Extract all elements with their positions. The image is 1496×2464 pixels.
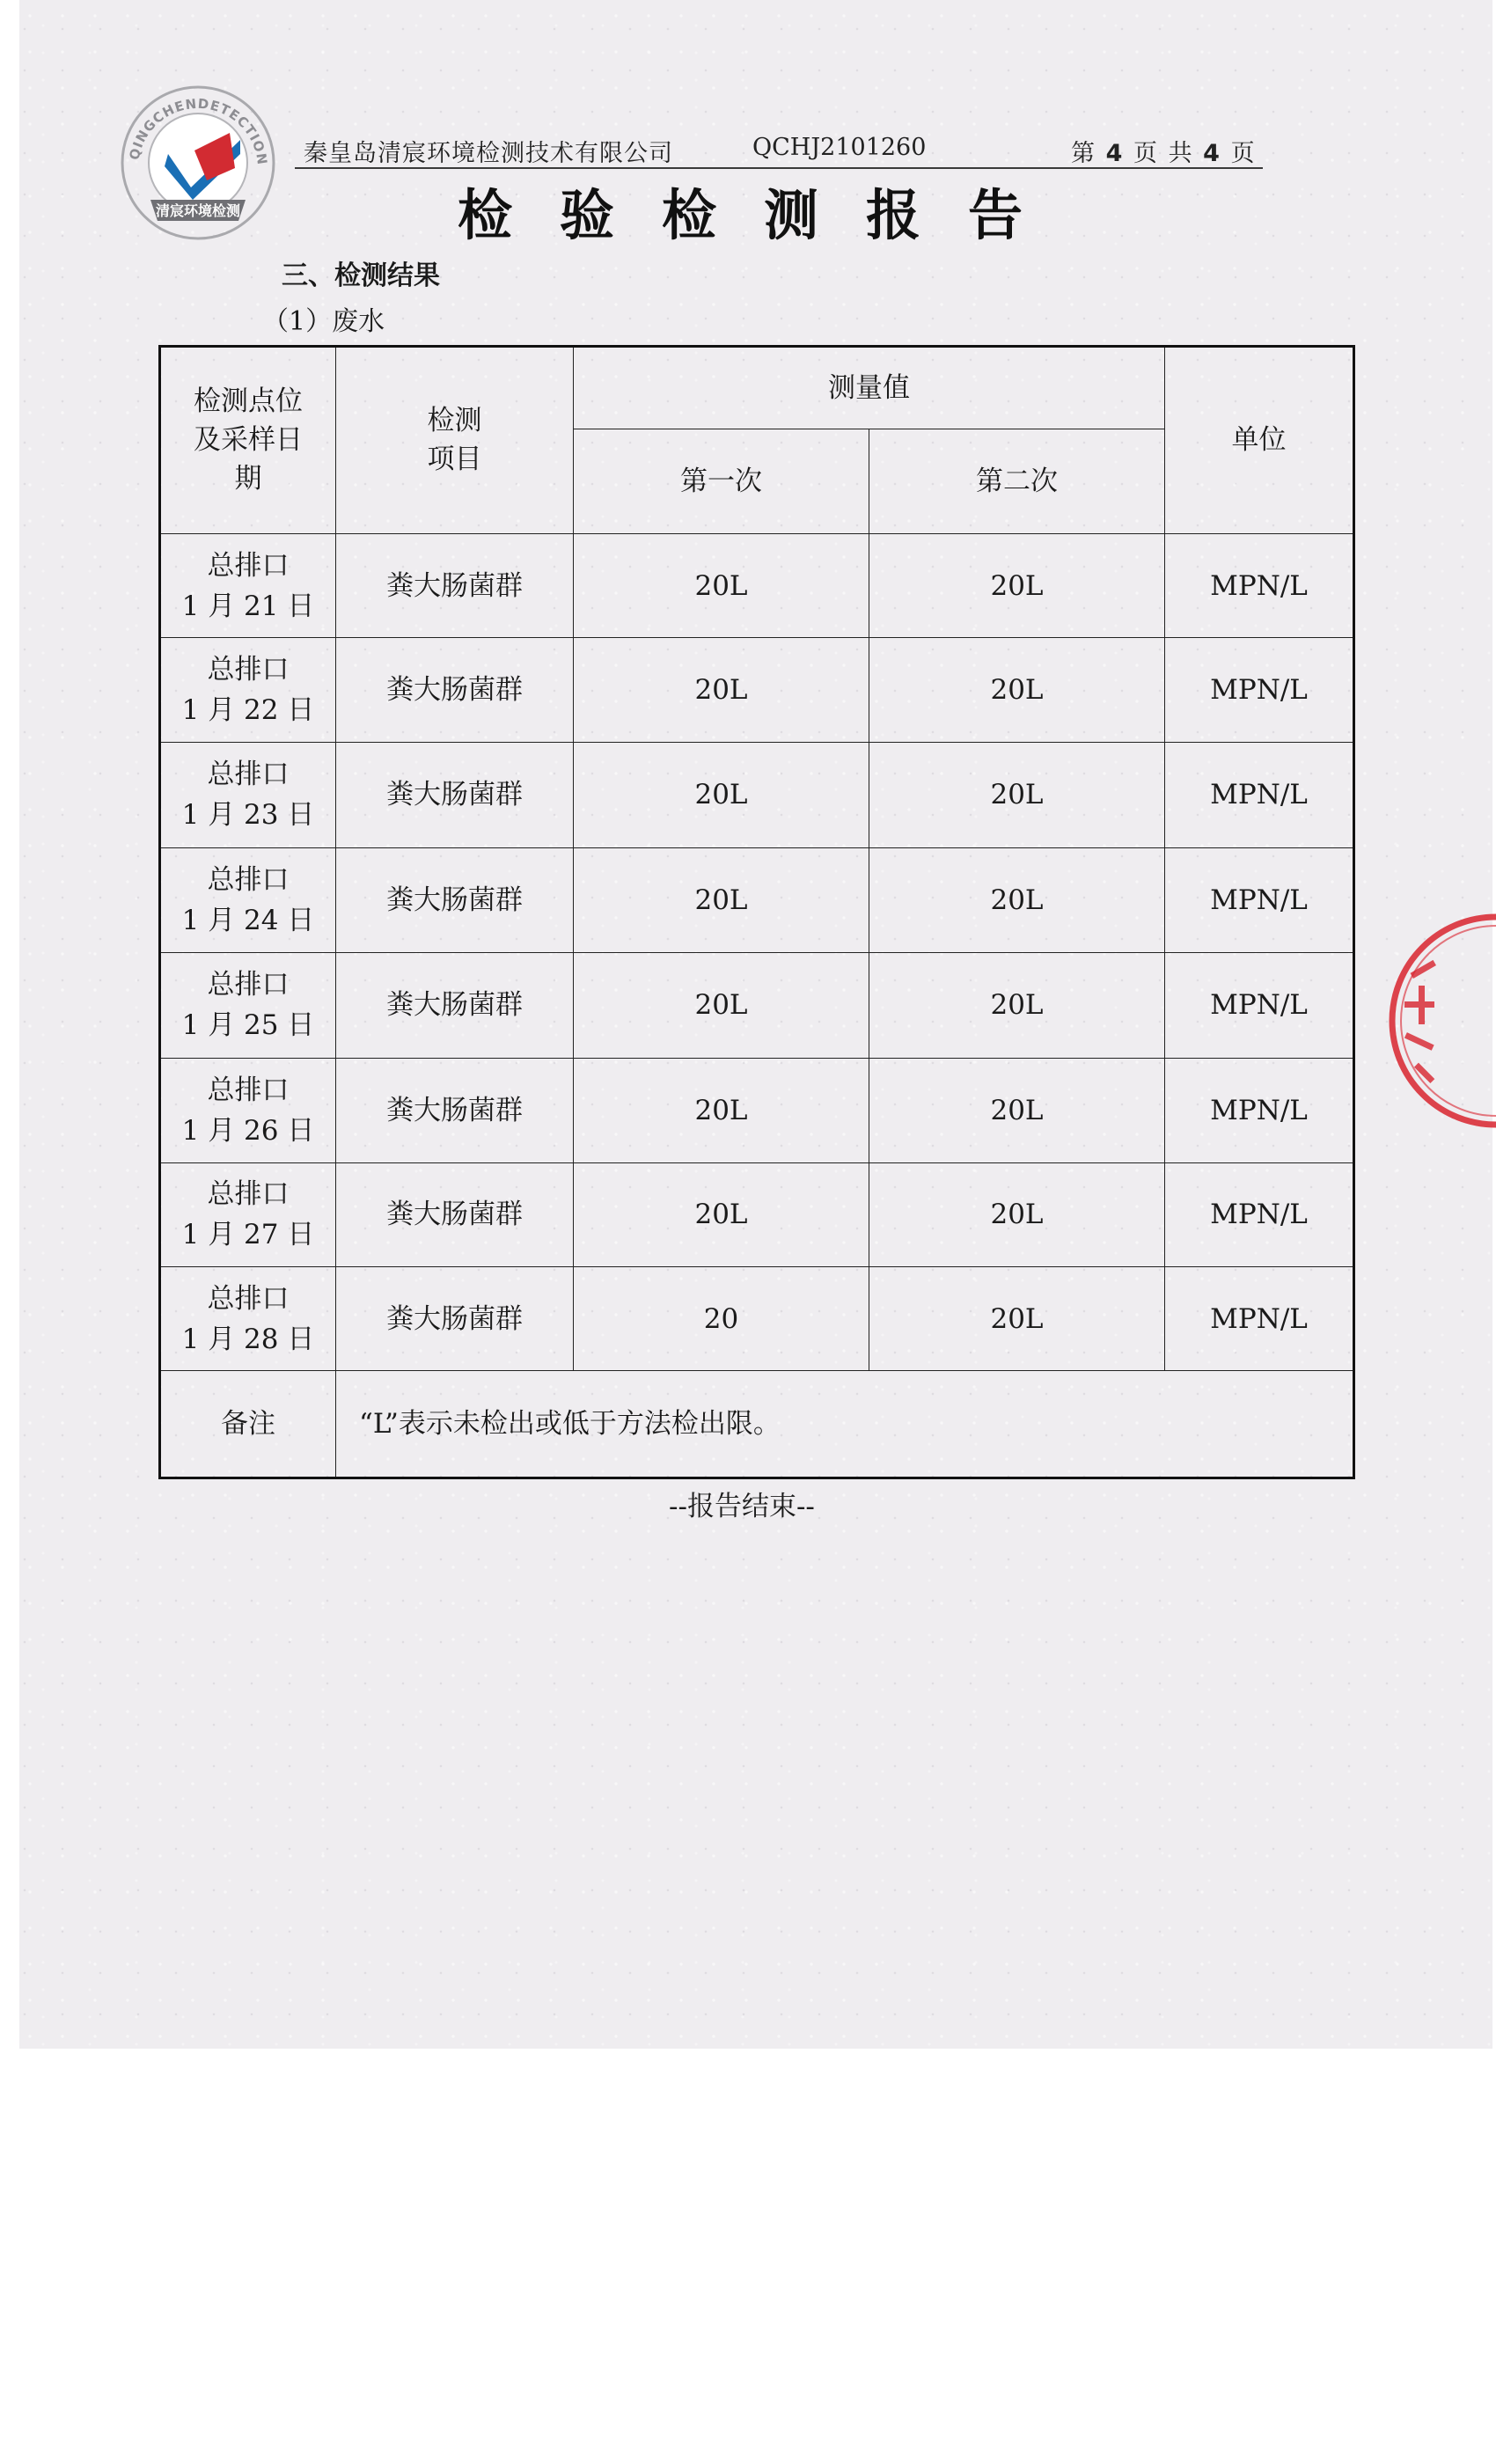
cell-unit: MPN/L: [1165, 742, 1354, 847]
table-row: [160, 952, 1354, 1058]
cell-first: 20L: [574, 638, 869, 742]
page-total: 4: [1203, 140, 1221, 167]
remark-label: 备注: [160, 1371, 336, 1478]
results-table: [158, 345, 1355, 1479]
company-logo-icon: [119, 84, 277, 242]
table-row: [160, 638, 1354, 742]
cell-point-date: 总排口 1 月 22 日: [160, 638, 336, 742]
cell-item: 粪大肠菌群: [336, 1059, 574, 1162]
subsection-title: （1）废水: [262, 306, 385, 337]
company-name: 秦皇岛清宸环境检测技术有限公司: [304, 140, 673, 167]
cell-second: 20L: [869, 742, 1165, 847]
seal-stamp-icon: [1373, 898, 1496, 1144]
table-row: [160, 1162, 1354, 1266]
header-item: 检测项目: [336, 347, 574, 534]
header-measure: 测量值: [574, 347, 1165, 429]
header-unit: 单位: [1165, 347, 1354, 534]
table-row: [160, 848, 1354, 952]
cell-second: 20L: [869, 1266, 1165, 1370]
cell-unit: MPN/L: [1165, 1266, 1354, 1370]
cell-unit: MPN/L: [1165, 638, 1354, 742]
cell-first: 20L: [574, 952, 869, 1058]
section-title: 三、检测结果: [282, 260, 440, 291]
cell-second: 20L: [869, 952, 1165, 1058]
table-row: [160, 533, 1354, 637]
cell-second: 20L: [869, 1162, 1165, 1266]
cell-unit: MPN/L: [1165, 1162, 1354, 1266]
cell-first: 20L: [574, 533, 869, 637]
remark-text: “L”表示未检出或低于方法检出限。: [336, 1371, 1354, 1478]
cell-unit: MPN/L: [1165, 848, 1354, 952]
cell-item: 粪大肠菌群: [336, 742, 574, 847]
cell-second: 20L: [869, 848, 1165, 952]
report-number: QCHJ2101260: [752, 134, 927, 161]
page-label-suffix: 页: [1230, 140, 1257, 167]
header-point-date: 检测点位及采样日期: [160, 347, 336, 534]
cell-first: 20L: [574, 1059, 869, 1162]
cell-point-date: 总排口 1 月 24 日: [160, 848, 336, 952]
table-row: [160, 742, 1354, 847]
cell-first: 20L: [574, 848, 869, 952]
cell-item: 粪大肠菌群: [336, 1162, 574, 1266]
table-row: [160, 1059, 1354, 1162]
cell-second: 20L: [869, 1059, 1165, 1162]
cell-item: 粪大肠菌群: [336, 638, 574, 742]
cell-second: 20L: [869, 638, 1165, 742]
cell-first: 20L: [574, 1162, 869, 1266]
page-label-middle: 页 共: [1133, 140, 1194, 167]
report-title: 检验检测报告: [458, 183, 1071, 247]
svg-text:QINGCHENDETECTION: QINGCHENDETECTION: [126, 95, 271, 166]
cell-item: 粪大肠菌群: [336, 1266, 574, 1370]
svg-text:清宸环境检测: 清宸环境检测: [155, 202, 241, 219]
cell-unit: MPN/L: [1165, 1059, 1354, 1162]
cell-item: 粪大肠菌群: [336, 848, 574, 952]
cell-point-date: 总排口 1 月 23 日: [160, 742, 336, 847]
cell-point-date: 总排口 1 月 26 日: [160, 1059, 336, 1162]
cell-point-date: 总排口 1 月 28 日: [160, 1266, 336, 1370]
cell-point-date: 总排口 1 月 25 日: [160, 952, 336, 1058]
cell-second: 20L: [869, 533, 1165, 637]
cell-point-date: 总排口 1 月 21 日: [160, 533, 336, 637]
table-header-row: [160, 347, 1354, 429]
remark-row: [160, 1371, 1354, 1478]
cell-first: 20: [574, 1266, 869, 1370]
cell-unit: MPN/L: [1165, 952, 1354, 1058]
report-end-marker: --报告结束--: [669, 1491, 815, 1522]
page-indicator: [1071, 134, 1257, 168]
cell-point-date: 总排口 1 月 27 日: [160, 1162, 336, 1266]
table-row: [160, 1266, 1354, 1370]
cell-unit: MPN/L: [1165, 533, 1354, 637]
cell-item: 粪大肠菌群: [336, 952, 574, 1058]
page-current: 4: [1105, 140, 1125, 167]
header-second: 第二次: [869, 429, 1165, 533]
header-first: 第一次: [574, 429, 869, 533]
cell-item: 粪大肠菌群: [336, 533, 574, 637]
cell-first: 20L: [574, 742, 869, 847]
page-label-prefix: 第: [1071, 140, 1096, 167]
